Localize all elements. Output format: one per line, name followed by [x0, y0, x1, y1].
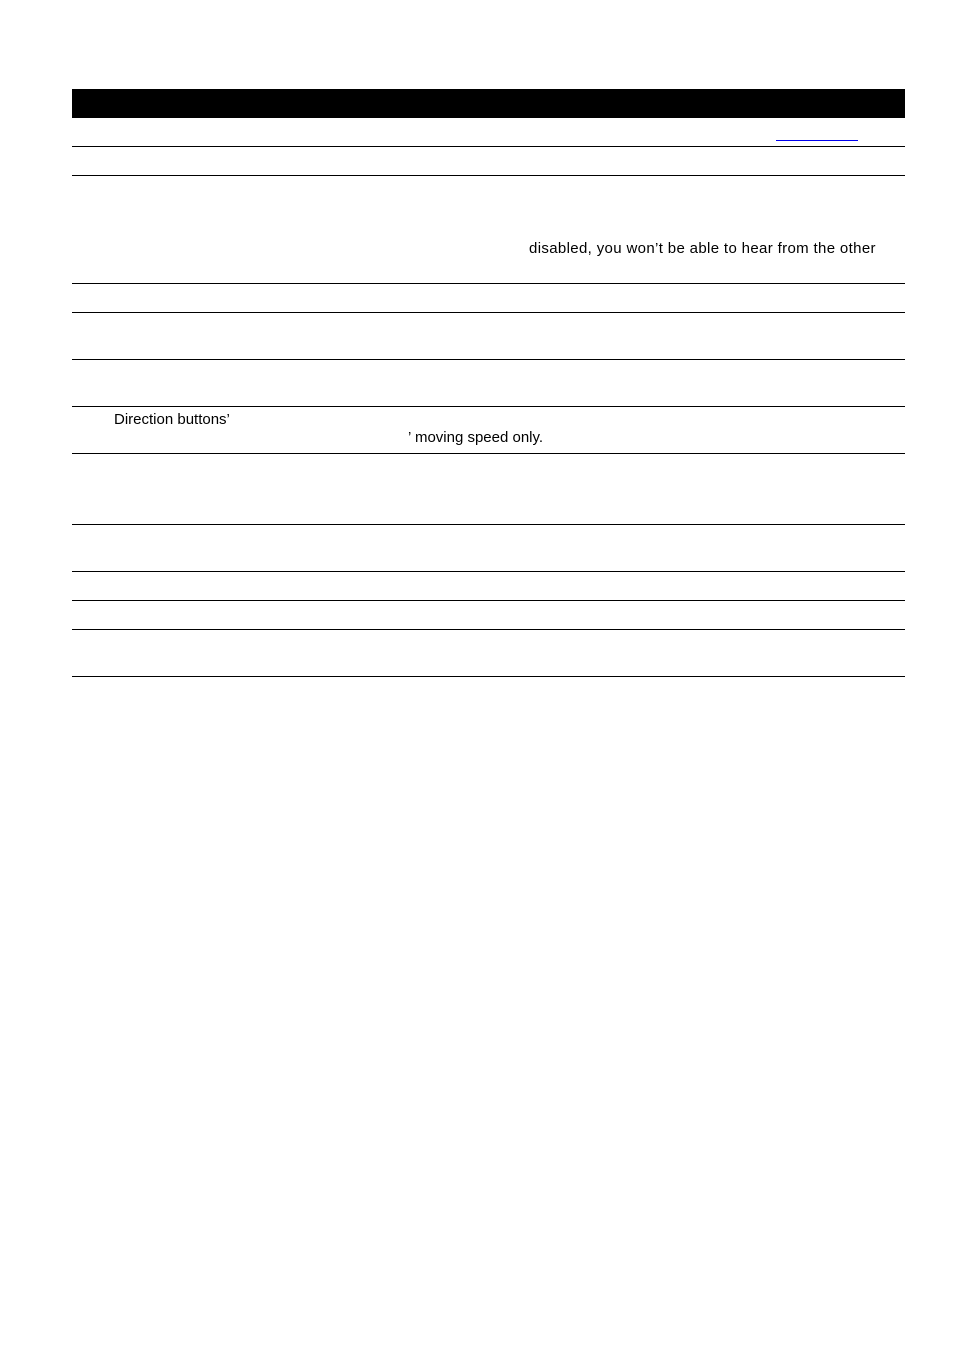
row-divider	[72, 146, 905, 147]
hyperlink[interactable]	[776, 140, 858, 141]
row-divider	[72, 406, 905, 407]
audio-description-text: disabled, you won’t be able to hear from the other	[529, 240, 876, 257]
table-header-bar	[72, 89, 905, 118]
row-divider	[72, 571, 905, 572]
row-divider	[72, 600, 905, 601]
direction-buttons-label: Direction buttons’	[114, 411, 230, 428]
row-divider	[72, 359, 905, 360]
row-divider	[72, 453, 905, 454]
row-divider	[72, 312, 905, 313]
row-divider	[72, 524, 905, 525]
row-divider	[72, 629, 905, 630]
row-divider	[72, 175, 905, 176]
row-divider	[72, 676, 905, 677]
direction-buttons-description: ’ moving speed only.	[408, 429, 544, 446]
row-divider	[72, 283, 905, 284]
